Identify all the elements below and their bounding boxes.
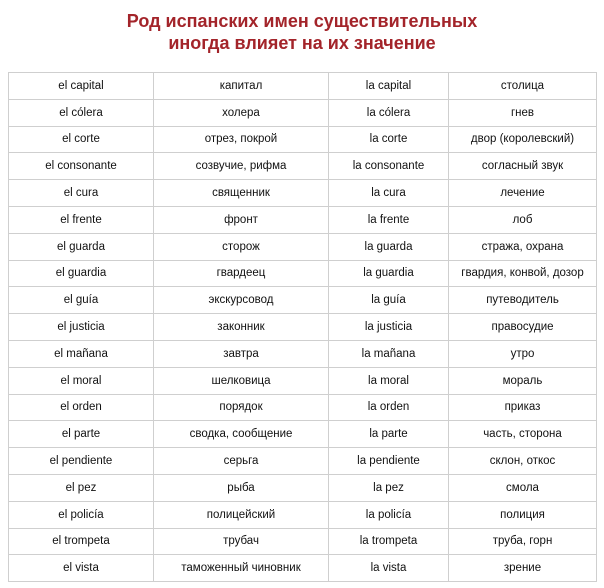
vocabulary-table: [8, 72, 597, 582]
table-row: [9, 233, 597, 260]
table-row: [9, 367, 597, 394]
masculine-translation-cell: отрез, покрой: [154, 126, 329, 153]
feminine-translation-cell: путеводитель: [449, 287, 597, 314]
feminine-translation-cell: полиция: [449, 501, 597, 528]
feminine-translation-cell: лоб: [449, 206, 597, 233]
feminine-word-cell: la cólera: [329, 99, 449, 126]
table-row: [9, 340, 597, 367]
table-row: [9, 394, 597, 421]
table-row: [9, 153, 597, 180]
feminine-word-cell: la parte: [329, 421, 449, 448]
feminine-word-cell: la justicia: [329, 314, 449, 341]
masculine-translation-cell: серьга: [154, 448, 329, 475]
masculine-word-cell: el frente: [9, 206, 154, 233]
table-row: [9, 126, 597, 153]
table-row: [9, 260, 597, 287]
masculine-word-cell: el guía: [9, 287, 154, 314]
feminine-word-cell: la vista: [329, 555, 449, 582]
masculine-word-cell: el mañana: [9, 340, 154, 367]
masculine-translation-cell: экскурсовод: [154, 287, 329, 314]
masculine-translation-cell: полицейский: [154, 501, 329, 528]
feminine-translation-cell: столица: [449, 73, 597, 100]
masculine-word-cell: el vista: [9, 555, 154, 582]
masculine-translation-cell: священник: [154, 180, 329, 207]
masculine-word-cell: el justicia: [9, 314, 154, 341]
masculine-translation-cell: созвучие, рифма: [154, 153, 329, 180]
feminine-translation-cell: утро: [449, 340, 597, 367]
table-row: [9, 73, 597, 100]
title-line-2: иногда влияет на их значение: [168, 33, 436, 53]
masculine-translation-cell: холера: [154, 99, 329, 126]
feminine-translation-cell: мораль: [449, 367, 597, 394]
masculine-word-cell: el guardia: [9, 260, 154, 287]
title-line-1: Род испанских имен существительных: [126, 11, 478, 31]
masculine-translation-cell: трубач: [154, 528, 329, 555]
feminine-translation-cell: двор (королевский): [449, 126, 597, 153]
feminine-word-cell: la capital: [329, 73, 449, 100]
table-row: [9, 421, 597, 448]
feminine-translation-cell: правосудие: [449, 314, 597, 341]
table-row: [9, 528, 597, 555]
table-row: [9, 314, 597, 341]
feminine-word-cell: la consonante: [329, 153, 449, 180]
masculine-word-cell: el pendiente: [9, 448, 154, 475]
masculine-word-cell: el guarda: [9, 233, 154, 260]
feminine-translation-cell: труба, горн: [449, 528, 597, 555]
feminine-word-cell: la pez: [329, 474, 449, 501]
masculine-word-cell: el trompeta: [9, 528, 154, 555]
masculine-word-cell: el corte: [9, 126, 154, 153]
masculine-translation-cell: сторож: [154, 233, 329, 260]
table-row: [9, 501, 597, 528]
feminine-word-cell: la guarda: [329, 233, 449, 260]
masculine-word-cell: el moral: [9, 367, 154, 394]
table-row: [9, 99, 597, 126]
masculine-word-cell: el parte: [9, 421, 154, 448]
masculine-word-cell: el pez: [9, 474, 154, 501]
masculine-translation-cell: таможенный чиновник: [154, 555, 329, 582]
feminine-word-cell: la moral: [329, 367, 449, 394]
feminine-word-cell: la frente: [329, 206, 449, 233]
table-row: [9, 448, 597, 475]
feminine-word-cell: la guardia: [329, 260, 449, 287]
feminine-word-cell: la corte: [329, 126, 449, 153]
table-row: [9, 180, 597, 207]
table-row: [9, 555, 597, 582]
feminine-translation-cell: склон, откос: [449, 448, 597, 475]
feminine-translation-cell: часть, сторона: [449, 421, 597, 448]
feminine-translation-cell: гвардия, конвой, дозор: [449, 260, 597, 287]
feminine-word-cell: la pendiente: [329, 448, 449, 475]
feminine-translation-cell: лечение: [449, 180, 597, 207]
masculine-word-cell: el cura: [9, 180, 154, 207]
masculine-translation-cell: завтра: [154, 340, 329, 367]
feminine-word-cell: la mañana: [329, 340, 449, 367]
feminine-word-cell: la guía: [329, 287, 449, 314]
table-row: [9, 474, 597, 501]
masculine-translation-cell: фронт: [154, 206, 329, 233]
feminine-word-cell: la trompeta: [329, 528, 449, 555]
table-row: [9, 206, 597, 233]
feminine-translation-cell: приказ: [449, 394, 597, 421]
page-title: [0, 10, 604, 54]
masculine-word-cell: el orden: [9, 394, 154, 421]
masculine-translation-cell: сводка, сообщение: [154, 421, 329, 448]
masculine-translation-cell: законник: [154, 314, 329, 341]
feminine-translation-cell: смола: [449, 474, 597, 501]
masculine-translation-cell: гвардеец: [154, 260, 329, 287]
masculine-translation-cell: шелковица: [154, 367, 329, 394]
masculine-word-cell: el policía: [9, 501, 154, 528]
feminine-translation-cell: согласный звук: [449, 153, 597, 180]
masculine-word-cell: el cólera: [9, 99, 154, 126]
masculine-translation-cell: капитал: [154, 73, 329, 100]
masculine-word-cell: el capital: [9, 73, 154, 100]
feminine-word-cell: la orden: [329, 394, 449, 421]
masculine-word-cell: el consonante: [9, 153, 154, 180]
feminine-translation-cell: зрение: [449, 555, 597, 582]
feminine-translation-cell: гнев: [449, 99, 597, 126]
masculine-translation-cell: рыба: [154, 474, 329, 501]
vocabulary-table-body: [9, 73, 597, 582]
feminine-translation-cell: стража, охрана: [449, 233, 597, 260]
table-row: [9, 287, 597, 314]
masculine-translation-cell: порядок: [154, 394, 329, 421]
feminine-word-cell: la cura: [329, 180, 449, 207]
feminine-word-cell: la policía: [329, 501, 449, 528]
